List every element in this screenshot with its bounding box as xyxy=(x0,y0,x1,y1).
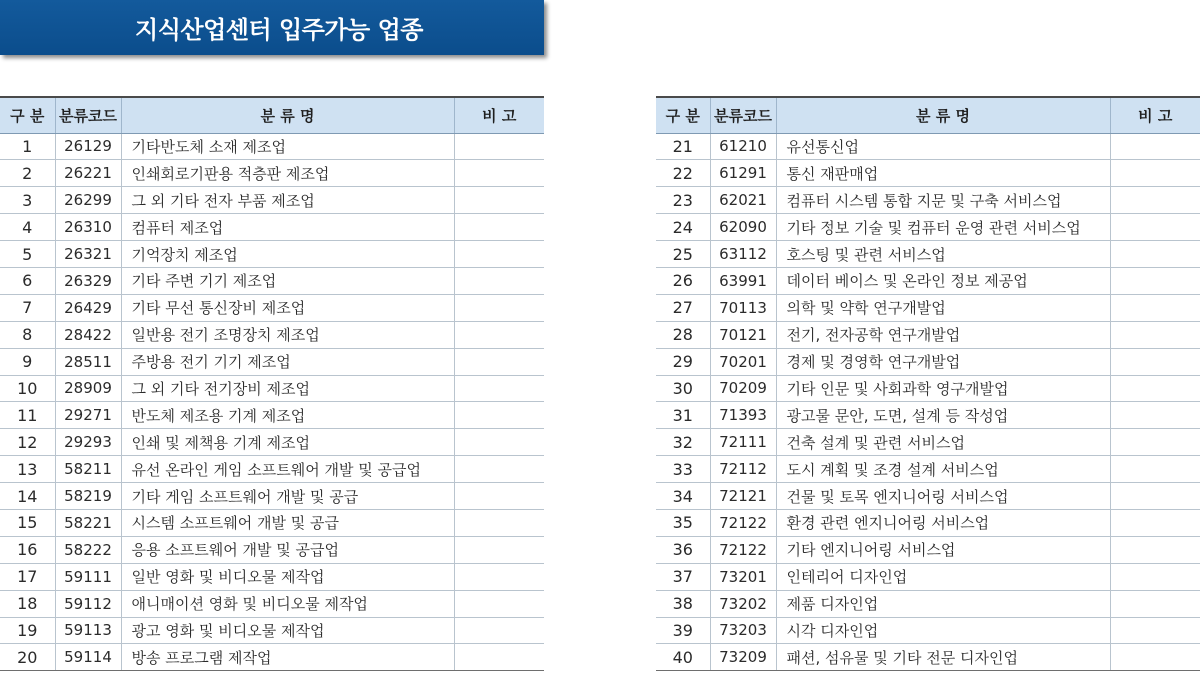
row-code: 72122 xyxy=(710,536,776,563)
header-no: 구 분 xyxy=(0,97,55,133)
table-row xyxy=(656,509,1200,536)
table-header-row xyxy=(0,97,544,133)
row-note xyxy=(1110,509,1200,536)
row-code: 63991 xyxy=(710,267,776,294)
table-row xyxy=(0,187,544,214)
row-number: 23 xyxy=(656,187,710,214)
row-name: 기타 무선 통신장비 제조업 xyxy=(121,294,454,321)
row-code: 28511 xyxy=(55,348,121,375)
row-code: 26429 xyxy=(55,294,121,321)
row-name: 건물 및 토목 엔지니어링 서비스업 xyxy=(776,483,1110,510)
row-note xyxy=(454,133,544,160)
row-note xyxy=(1110,644,1200,671)
row-name: 인쇄 및 제책용 기계 제조업 xyxy=(121,429,454,456)
row-number: 16 xyxy=(0,536,55,563)
table-row xyxy=(656,536,1200,563)
row-code: 62021 xyxy=(710,187,776,214)
table-row xyxy=(656,402,1200,429)
row-name: 기억장치 제조업 xyxy=(121,241,454,268)
row-name: 경제 및 경영학 연구개발업 xyxy=(776,348,1110,375)
row-name: 건축 설계 및 관련 서비스업 xyxy=(776,429,1110,456)
table-row xyxy=(656,456,1200,483)
row-number: 2 xyxy=(0,160,55,187)
row-code: 72111 xyxy=(710,429,776,456)
row-number: 11 xyxy=(0,402,55,429)
row-number: 14 xyxy=(0,483,55,510)
header-no: 구 분 xyxy=(656,97,710,133)
table-row xyxy=(0,348,544,375)
row-number: 9 xyxy=(0,348,55,375)
page-title: 지식산업센터 입주가능 업종 xyxy=(135,16,423,44)
row-name: 컴퓨터 제조업 xyxy=(121,214,454,241)
row-code: 26310 xyxy=(55,214,121,241)
row-note xyxy=(454,267,544,294)
row-name: 주방용 전기 기기 제조업 xyxy=(121,348,454,375)
row-number: 10 xyxy=(0,375,55,402)
row-note xyxy=(1110,321,1200,348)
row-code: 72122 xyxy=(710,509,776,536)
table-row xyxy=(0,402,544,429)
row-number: 24 xyxy=(656,214,710,241)
row-name: 시스템 소프트웨어 개발 및 공급 xyxy=(121,509,454,536)
row-note xyxy=(454,456,544,483)
row-code: 59114 xyxy=(55,644,121,671)
row-note xyxy=(1110,187,1200,214)
row-note xyxy=(454,536,544,563)
row-name: 의학 및 약학 연구개발업 xyxy=(776,294,1110,321)
table-row xyxy=(0,456,544,483)
row-name: 방송 프로그램 제작업 xyxy=(121,644,454,671)
table-row xyxy=(0,133,544,160)
row-number: 35 xyxy=(656,509,710,536)
row-note xyxy=(1110,348,1200,375)
table-row xyxy=(656,294,1200,321)
table-row xyxy=(0,294,544,321)
table-row xyxy=(0,375,544,402)
row-name: 기타반도체 소재 제조업 xyxy=(121,133,454,160)
header-code: 분류코드 xyxy=(710,97,776,133)
row-number: 5 xyxy=(0,241,55,268)
row-number: 8 xyxy=(0,321,55,348)
row-code: 26329 xyxy=(55,267,121,294)
row-number: 22 xyxy=(656,160,710,187)
table-row xyxy=(0,483,544,510)
row-code: 28909 xyxy=(55,375,121,402)
table-row xyxy=(0,563,544,590)
table-row xyxy=(0,536,544,563)
table-row xyxy=(656,348,1200,375)
row-code: 29293 xyxy=(55,429,121,456)
row-name: 제품 디자인업 xyxy=(776,590,1110,617)
row-name: 환경 관련 엔지니어링 서비스업 xyxy=(776,509,1110,536)
table-row xyxy=(0,241,544,268)
row-number: 34 xyxy=(656,483,710,510)
table-row xyxy=(0,644,544,671)
table-row xyxy=(656,321,1200,348)
row-name: 광고물 문안, 도면, 설계 등 작성업 xyxy=(776,402,1110,429)
row-name: 광고 영화 및 비디오물 제작업 xyxy=(121,617,454,644)
row-note xyxy=(1110,617,1200,644)
row-name: 인테리어 디자인업 xyxy=(776,563,1110,590)
table-row xyxy=(656,133,1200,160)
table-row xyxy=(0,429,544,456)
row-note xyxy=(1110,133,1200,160)
row-note xyxy=(1110,267,1200,294)
row-number: 12 xyxy=(0,429,55,456)
row-note xyxy=(454,590,544,617)
row-number: 21 xyxy=(656,133,710,160)
row-number: 32 xyxy=(656,429,710,456)
row-name: 호스팅 및 관련 서비스업 xyxy=(776,241,1110,268)
row-note xyxy=(1110,590,1200,617)
row-note xyxy=(1110,160,1200,187)
row-name: 전기, 전자공학 연구개발업 xyxy=(776,321,1110,348)
row-name: 유선 온라인 게임 소프트웨어 개발 및 공급업 xyxy=(121,456,454,483)
row-number: 27 xyxy=(656,294,710,321)
row-name: 일반용 전기 조명장치 제조업 xyxy=(121,321,454,348)
row-name: 기타 주변 기기 제조업 xyxy=(121,267,454,294)
row-note xyxy=(454,429,544,456)
row-number: 13 xyxy=(0,456,55,483)
table-row xyxy=(656,617,1200,644)
row-code: 26321 xyxy=(55,241,121,268)
row-number: 29 xyxy=(656,348,710,375)
row-number: 4 xyxy=(0,214,55,241)
row-name: 반도체 제조용 기계 제조업 xyxy=(121,402,454,429)
row-code: 70121 xyxy=(710,321,776,348)
row-code: 59112 xyxy=(55,590,121,617)
row-number: 20 xyxy=(0,644,55,671)
table-row xyxy=(656,375,1200,402)
row-note xyxy=(1110,456,1200,483)
table-row xyxy=(656,429,1200,456)
header-name: 분 류 명 xyxy=(121,97,454,133)
row-code: 70113 xyxy=(710,294,776,321)
row-code: 29271 xyxy=(55,402,121,429)
row-number: 15 xyxy=(0,509,55,536)
row-note xyxy=(1110,429,1200,456)
table-row xyxy=(656,160,1200,187)
row-note xyxy=(454,321,544,348)
table-row xyxy=(656,590,1200,617)
row-code: 61210 xyxy=(710,133,776,160)
row-code: 73209 xyxy=(710,644,776,671)
row-note xyxy=(454,563,544,590)
row-name: 시각 디자인업 xyxy=(776,617,1110,644)
row-code: 59113 xyxy=(55,617,121,644)
row-name: 기타 게임 소프트웨어 개발 및 공급 xyxy=(121,483,454,510)
row-number: 3 xyxy=(0,187,55,214)
row-code: 70209 xyxy=(710,375,776,402)
row-number: 7 xyxy=(0,294,55,321)
row-name: 기타 엔지니어링 서비스업 xyxy=(776,536,1110,563)
row-note xyxy=(1110,402,1200,429)
table-row xyxy=(0,160,544,187)
row-code: 28422 xyxy=(55,321,121,348)
row-note xyxy=(454,348,544,375)
row-number: 17 xyxy=(0,563,55,590)
row-code: 72121 xyxy=(710,483,776,510)
row-name: 기타 인문 및 사회과학 영구개발업 xyxy=(776,375,1110,402)
row-note xyxy=(454,187,544,214)
row-code: 59111 xyxy=(55,563,121,590)
row-name: 패션, 섬유물 및 기타 전문 디자인업 xyxy=(776,644,1110,671)
row-note xyxy=(454,294,544,321)
table-row xyxy=(656,644,1200,671)
row-note xyxy=(454,617,544,644)
title-banner xyxy=(0,0,544,55)
row-name: 도시 계획 및 조경 설계 서비스업 xyxy=(776,456,1110,483)
row-code: 58222 xyxy=(55,536,121,563)
table-row xyxy=(656,563,1200,590)
row-name: 인쇄회로기판용 적층판 제조업 xyxy=(121,160,454,187)
row-name: 컴퓨터 시스템 통합 지문 및 구축 서비스업 xyxy=(776,187,1110,214)
row-name: 애니매이션 영화 및 비디오물 제작업 xyxy=(121,590,454,617)
row-code: 62090 xyxy=(710,214,776,241)
row-number: 31 xyxy=(656,402,710,429)
row-number: 30 xyxy=(656,375,710,402)
row-note xyxy=(1110,241,1200,268)
table-row xyxy=(656,483,1200,510)
row-note xyxy=(454,375,544,402)
row-code: 58211 xyxy=(55,456,121,483)
header-note: 비 고 xyxy=(454,97,544,133)
row-code: 26129 xyxy=(55,133,121,160)
row-code: 72112 xyxy=(710,456,776,483)
table-header-row xyxy=(656,97,1200,133)
header-note: 비 고 xyxy=(1110,97,1200,133)
table-row xyxy=(656,241,1200,268)
table-row xyxy=(0,214,544,241)
row-number: 36 xyxy=(656,536,710,563)
row-number: 40 xyxy=(656,644,710,671)
row-note xyxy=(454,214,544,241)
header-code: 분류코드 xyxy=(55,97,121,133)
row-number: 6 xyxy=(0,267,55,294)
row-note xyxy=(1110,214,1200,241)
row-code: 26221 xyxy=(55,160,121,187)
row-note xyxy=(1110,536,1200,563)
row-code: 73203 xyxy=(710,617,776,644)
row-number: 28 xyxy=(656,321,710,348)
industry-table-right xyxy=(656,96,1200,671)
row-note xyxy=(454,644,544,671)
header-name: 분 류 명 xyxy=(776,97,1110,133)
row-code: 26299 xyxy=(55,187,121,214)
table-row xyxy=(656,214,1200,241)
row-name: 일반 영화 및 비디오물 제작업 xyxy=(121,563,454,590)
table-row xyxy=(0,617,544,644)
row-code: 63112 xyxy=(710,241,776,268)
row-number: 25 xyxy=(656,241,710,268)
row-note xyxy=(454,241,544,268)
row-number: 18 xyxy=(0,590,55,617)
table-row xyxy=(0,590,544,617)
row-note xyxy=(1110,563,1200,590)
row-code: 73202 xyxy=(710,590,776,617)
row-note xyxy=(1110,375,1200,402)
table-row xyxy=(0,321,544,348)
row-number: 19 xyxy=(0,617,55,644)
row-note xyxy=(454,160,544,187)
industry-table-left xyxy=(0,96,544,671)
row-code: 58219 xyxy=(55,483,121,510)
row-note xyxy=(454,483,544,510)
row-name: 유선통신업 xyxy=(776,133,1110,160)
row-number: 37 xyxy=(656,563,710,590)
row-name: 데이터 베이스 및 온라인 정보 제공업 xyxy=(776,267,1110,294)
row-number: 39 xyxy=(656,617,710,644)
row-note xyxy=(454,402,544,429)
table-row xyxy=(656,187,1200,214)
row-number: 26 xyxy=(656,267,710,294)
row-code: 71393 xyxy=(710,402,776,429)
row-name: 그 외 기타 전기장비 제조업 xyxy=(121,375,454,402)
row-note xyxy=(1110,294,1200,321)
row-number: 33 xyxy=(656,456,710,483)
table-row xyxy=(656,267,1200,294)
row-number: 1 xyxy=(0,133,55,160)
row-name: 그 외 기타 전자 부품 제조업 xyxy=(121,187,454,214)
row-name: 통신 재판매업 xyxy=(776,160,1110,187)
row-code: 61291 xyxy=(710,160,776,187)
row-code: 58221 xyxy=(55,509,121,536)
row-number: 38 xyxy=(656,590,710,617)
row-note xyxy=(454,509,544,536)
row-name: 응용 소프트웨어 개발 및 공급업 xyxy=(121,536,454,563)
table-row xyxy=(0,267,544,294)
row-code: 73201 xyxy=(710,563,776,590)
table-row xyxy=(0,509,544,536)
row-code: 70201 xyxy=(710,348,776,375)
row-note xyxy=(1110,483,1200,510)
row-name: 기타 정보 기술 및 컴퓨터 운영 관련 서비스업 xyxy=(776,214,1110,241)
